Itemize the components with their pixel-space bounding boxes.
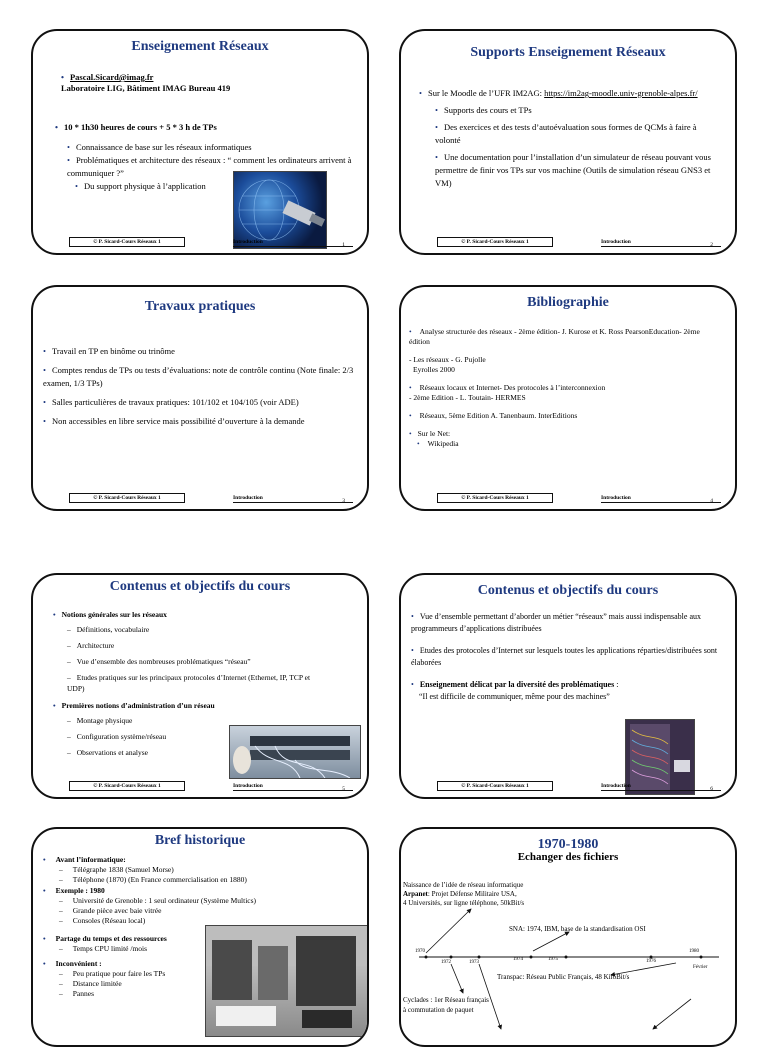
slide-title: Contenus et objectifs du cours	[109, 579, 291, 594]
mainframe-room-image	[205, 925, 369, 1037]
network-lab-image	[229, 725, 361, 779]
year-1973: 1973	[469, 960, 479, 965]
slide-1	[31, 29, 369, 255]
slide-8	[399, 827, 737, 1047]
year-1975: 1975	[548, 957, 558, 962]
s2-content: • Sur le Moodle de l’UFR IM2AG: https://im2ag-moodle.univ-grenoble-alpes.fr/ • Supports des cours et TPs • Des exercices et des tests d’autoévaluation sous formes de QCMs à faire à volonté • Une documentation pour l’installation d’un simulateur de réseau pouvant vous permettre de finir vos TPs sur vos machine (Outils de simulation réseau GNS3 et VM)	[419, 87, 719, 190]
footer-section: Introduction 4	[601, 494, 721, 503]
page-number: 1	[342, 242, 345, 248]
page-number: 3	[342, 498, 345, 504]
footer-section: Introduction 1	[233, 238, 353, 247]
s7-content: • Avant l’informatique: – Télégraphe 1838 (Samuel Morse) – Téléphone (1870) (En France commercialisation en 1880) • Exemple : 1980 – Université de Grenoble : 1 seul ordinateur (Système Multics) – Grande pièce avec baie vitrée – Consoles (Réseau local) • Partage du temps et des ressources – Temps CPU limité /mois • Inconvénient : – Peu pratique pour faire les TPs – Distance limitée – Pannes	[43, 855, 363, 999]
footer-author: © P. Sicard-Cours Réseaux 1	[69, 493, 185, 503]
s3-content: • Travail en TP en binôme ou trinôme • Comptes rendus de TPs ou tests d’évaluations: note de contrôle continu (Note finale: 2/3 examen, 1/3 TPs) • Salles particulières de travaux pratiques: 101/102 et 104/105 (voir ADE) • Non accessibles en libre service mais possibilité d’ouverture à la demande	[43, 345, 361, 428]
year-1970: 1970	[415, 949, 425, 954]
s6-content: • Vue d’ensemble permettant d’aborder un métier “réseaux” mais aussi indispensable aux programmeurs d’applications distribuées • Etudes des protocoles d’Internet sur lesquels toutes les applications réparties/distribuées sont élaborées • Enseignement délicat par la diversité des problématiques : “Il est difficile de communiquer, même pour des machines”	[411, 611, 721, 703]
footer-author: © P. Sicard-Cours Réseaux 1	[69, 781, 185, 791]
s4-content: • Analyse structurée des réseaux - 2ème édition- J. Kurose et K. Ross PearsonEducation- 2ème édition - Les réseaux - G. Pujolle Eyrolles 2000 • Réseaux locaux et Internet- Des protocoles à l’interconnexion - 2ème Edition - L. Toutain- HERMES • Réseaux, 5ème Edition A. Tanenbaum. InterEditions • Sur le Net: • Wikipedia	[409, 327, 709, 449]
page-number: 6	[710, 786, 713, 792]
slide-title: Contenus et objectifs du cours	[477, 583, 659, 598]
slide-2	[399, 29, 737, 255]
slide-6	[399, 573, 737, 799]
slide-7	[31, 827, 369, 1047]
slide-title: 1970-1980	[537, 837, 599, 852]
slide-4	[399, 285, 737, 511]
hours-line: • 10 * 1h30 heures de cours + 5 * 3 h de TPs	[55, 121, 217, 134]
footer-author: © P. Sicard-Cours Réseaux 1	[437, 493, 553, 503]
timeline-event-transpac: Transpac: Réseau Public Français, 48 KiloBit/s	[497, 973, 630, 981]
slide-title: Bibliographie	[527, 295, 609, 310]
year-1976: 1976	[646, 959, 656, 964]
slide-title: Enseignement Réseaux	[131, 39, 269, 54]
page-number: 4	[710, 498, 713, 504]
slide-subtitle: Echanger des fichiers	[517, 851, 619, 863]
year-1972: 1972	[441, 960, 451, 965]
page-number: 5	[342, 786, 345, 792]
timeline-event-arpanet: Naissance de l’idée de réseau informatique Arpanet: Projet Défense Militaire USA, 4 Universités, sur ligne téléphone, 50kBit/s	[403, 881, 525, 907]
s1-bullets: • Connaissance de base sur les réseaux informatiques • Problématiques et architecture des réseaux : “ comment les ordinateurs arrivent à communiquer ?” • Du support physique à l’application	[55, 141, 365, 193]
slide-title: Supports Enseignement Réseaux	[470, 45, 666, 60]
slide-5	[31, 573, 369, 799]
footer-author: © P. Sicard-Cours Réseaux 1	[437, 237, 553, 247]
month-fevrier: Février	[693, 965, 708, 970]
footer-author: © P. Sicard-Cours Réseaux 1	[69, 237, 185, 247]
moodle-link[interactable]: https://im2ag-moodle.univ-grenoble-alpes.fr/	[544, 88, 698, 98]
page-number: 2	[710, 242, 713, 248]
footer-section: Introduction 3	[233, 494, 353, 503]
footer-section: Introduction 2	[601, 238, 721, 247]
timeline-event-cyclades: Cyclades : 1er Réseau français à commutation de paquet	[403, 996, 489, 1014]
year-1980: 1980	[689, 949, 699, 954]
slide-3	[31, 285, 369, 511]
lab-address: Laboratoire LIG, Bâtiment IMAG Bureau 419	[61, 83, 231, 93]
year-1974: 1974	[513, 957, 523, 962]
slide-title: Travaux pratiques	[144, 299, 256, 314]
timeline-event-sna: SNA: 1974, IBM, base de la standardisation OSI	[509, 925, 646, 933]
s5-content: • Notions générales sur les réseaux – Définitions, vocabulaire – Architecture – Vue d’ensemble des nombreuses problématiques “réseau” – Etudes pratiques sur les principaux protocoles d’Internet (Ethernet, IP, TCP et UDP) • Premières notions d’administration d’un réseau – Montage physique – Configuration système/réseau – Observations et analyse	[53, 609, 353, 758]
email-link[interactable]: Pascal.Sicard@imag.fr	[69, 72, 154, 82]
slide-title: Bref historique	[154, 833, 246, 848]
footer-section: Introduction 5	[233, 782, 353, 791]
footer-author: © P. Sicard-Cours Réseaux 1	[437, 781, 553, 791]
footer-section: Introduction 6	[601, 782, 721, 791]
